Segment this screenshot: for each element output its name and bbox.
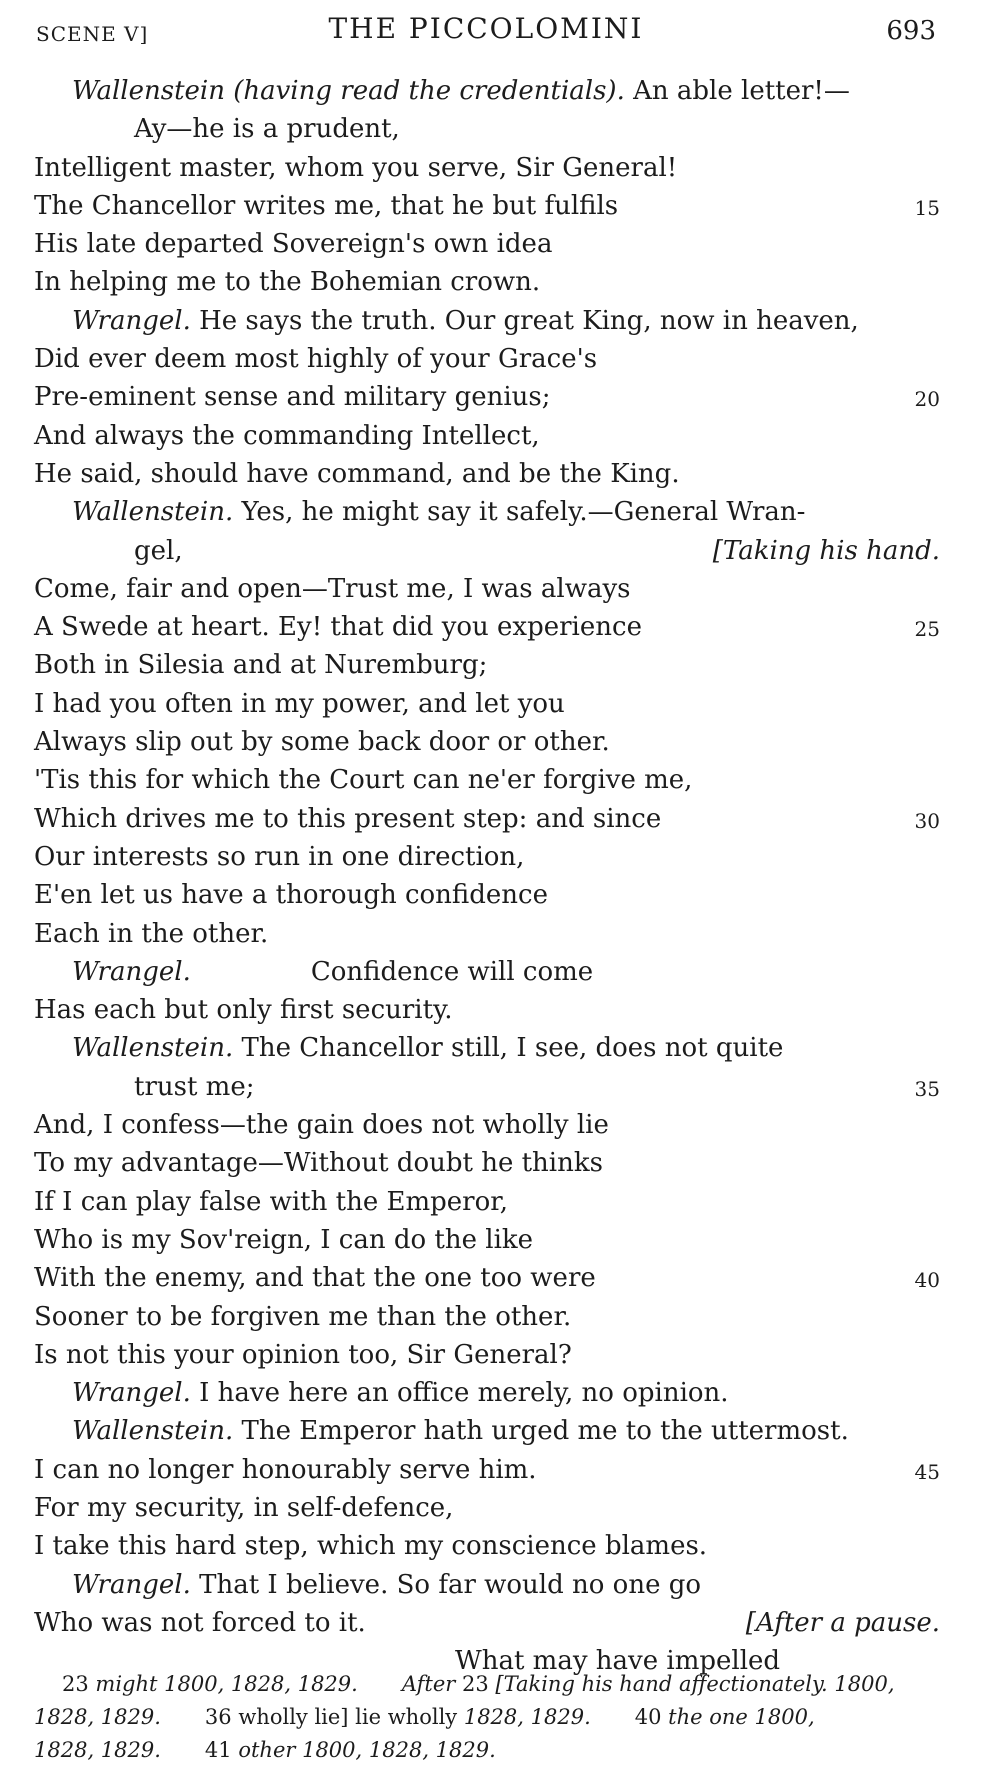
- line-text: Always slip out by some back door or other.: [34, 727, 610, 758]
- line-text: Come, fair and open—Trust me, I was always: [34, 573, 631, 604]
- verse-line: [0, 417, 940, 455]
- verse-line: [0, 72, 940, 110]
- verse-line: [0, 800, 940, 838]
- verse-line: [0, 455, 940, 493]
- line-text: I have here an office merely, no opinion.: [190, 1378, 729, 1409]
- footnote-text: wholly lie] lie wholly: [231, 1705, 464, 1729]
- footnote-line: [34, 1701, 940, 1734]
- verse-line: [0, 685, 940, 723]
- footnote-text: the one 1800,: [661, 1705, 815, 1729]
- verse-line: [0, 876, 940, 914]
- verse-line: [0, 1183, 940, 1221]
- line-text: Who was not forced to it.: [34, 1607, 366, 1638]
- line-text: An able letter!—: [624, 76, 850, 106]
- speaker-name: Wallenstein: [72, 76, 225, 106]
- page-number: 693: [886, 16, 936, 46]
- stage-direction: (having read the credentials).: [224, 76, 625, 106]
- line-text: I had you often in my power, and let you: [34, 688, 565, 719]
- line-text: Each in the other.: [34, 918, 269, 949]
- verse-line: [0, 532, 940, 570]
- verse-line: [0, 570, 940, 608]
- verse-line: [0, 1298, 940, 1336]
- verse-line: [0, 263, 940, 301]
- verse-line: [0, 1029, 940, 1067]
- line-text: Intelligent master, whom you serve, Sir General!: [34, 152, 678, 183]
- verse-line: [0, 761, 940, 799]
- verse-line: [0, 149, 940, 187]
- speaker-name: Wrangel.: [72, 956, 191, 987]
- line-text: 'Tis this for which the Court can ne'er forgive me,: [34, 765, 693, 796]
- line-text: Sooner to be forgiven me than the other.: [34, 1301, 572, 1332]
- verse-line: [0, 1106, 940, 1144]
- line-text: In helping me to the Bohemian crown.: [34, 267, 541, 298]
- line-text: The Chancellor writes me, that he but fulfils: [34, 190, 619, 221]
- verse-line: [0, 1604, 940, 1642]
- verse-line: [0, 953, 940, 991]
- footnote-text: After: [401, 1672, 456, 1696]
- line-text: Which drives me to this present step: and since: [34, 803, 662, 834]
- verse-line: [0, 340, 940, 378]
- verse-line: [0, 1336, 940, 1374]
- footnote-text: 1828, 1829.: [34, 1705, 161, 1729]
- footnote-number: 41: [204, 1738, 232, 1762]
- line-text: Confidence will come: [310, 956, 594, 987]
- line-text: I can no longer honourably serve him.: [34, 1454, 537, 1485]
- verse-line: [0, 302, 940, 340]
- verse-line: [0, 915, 940, 953]
- scene-label: SCENE V]: [36, 22, 149, 46]
- verse-line: [0, 1144, 940, 1182]
- line-number: 15: [914, 195, 940, 220]
- footnote-text: other 1800, 1828, 1829.: [231, 1738, 496, 1762]
- line-number: 35: [914, 1076, 940, 1101]
- line-text: Is not this your opinion too, Sir General?: [34, 1339, 572, 1370]
- verse-line: [0, 1221, 940, 1259]
- speaker-name: Wallenstein.: [72, 497, 234, 528]
- stage-direction: [Taking his hand.: [712, 535, 940, 566]
- verse-line: [0, 608, 940, 646]
- line-number: 45: [914, 1459, 940, 1484]
- speaker-name: Wrangel.: [72, 1569, 191, 1600]
- line-text: And, I confess—the gain does not wholly lie: [34, 1110, 609, 1141]
- verse-line: [0, 1259, 940, 1297]
- footnote-line: [34, 1734, 940, 1767]
- line-text: Our interests so run in one direction,: [34, 841, 525, 872]
- footnotes: [34, 1668, 940, 1767]
- footnote-number: 36: [204, 1705, 232, 1729]
- line-text: trust me;: [134, 1071, 255, 1102]
- line-text: The Emperor hath urged me to the uttermost.: [233, 1416, 849, 1447]
- speaker-name: Wrangel.: [72, 1378, 191, 1409]
- line-text: Ay—he is a prudent,: [134, 114, 400, 145]
- verse-line: [0, 991, 940, 1029]
- verse-line: [0, 378, 940, 416]
- verse-line: [0, 1527, 940, 1565]
- verse-line: [0, 1068, 940, 1106]
- line-text: He says the truth. Our great King, now in heaven,: [190, 305, 859, 336]
- footnote-text: 1828, 1829.: [34, 1738, 161, 1762]
- line-number: 30: [914, 808, 940, 833]
- footnote-number: 23: [62, 1672, 89, 1696]
- line-text: If I can play false with the Emperor,: [34, 1186, 509, 1217]
- verse-line: [0, 110, 940, 148]
- running-header: [36, 12, 936, 52]
- line-text: Has each but only first security.: [34, 995, 453, 1026]
- verse-line: [0, 1374, 940, 1412]
- line-number: 25: [914, 617, 940, 642]
- verse-line: [0, 1451, 940, 1489]
- footnote-number: 23: [455, 1672, 496, 1696]
- line-text: He said, should have command, and be the King.: [34, 458, 680, 489]
- line-text: Yes, he might say it safely.—General Wran-: [233, 497, 806, 528]
- line-text: And always the commanding Intellect,: [34, 420, 540, 451]
- line-text: To my advantage—Without doubt he thinks: [34, 1148, 603, 1179]
- verse-line: [0, 187, 940, 225]
- speaker-name: Wrangel.: [72, 305, 191, 336]
- line-text: E'en let us have a thorough confidence: [34, 880, 548, 911]
- line-text: Who is my Sov'reign, I can do the like: [34, 1224, 534, 1255]
- line-number: 40: [914, 1268, 940, 1293]
- line-text: gel,: [134, 535, 183, 566]
- line-text: Both in Silesia and at Nuremburg;: [34, 650, 488, 681]
- verse-line: [0, 646, 940, 684]
- stage-direction: [After a pause.: [745, 1607, 940, 1638]
- verse-line: [0, 225, 940, 263]
- line-text: For my security, in self-defence,: [34, 1492, 454, 1523]
- footnote-text: [Taking his hand affectionately. 1800,: [495, 1672, 895, 1696]
- line-text: A Swede at heart. Ey! that did you experience: [34, 612, 642, 643]
- footnote-text: might 1800, 1828, 1829.: [88, 1672, 358, 1696]
- line-text: Did ever deem most highly of your Grace's: [34, 344, 598, 375]
- footnote-line: [34, 1668, 940, 1701]
- verse-line: [0, 1566, 940, 1604]
- verse-line: [0, 723, 940, 761]
- line-text: Pre-eminent sense and military genius;: [34, 382, 551, 413]
- line-number: 20: [914, 387, 940, 412]
- line-text: That I believe. So far would no one go: [190, 1569, 702, 1600]
- verse-text: [0, 72, 1000, 1680]
- line-text: What may have impelled: [455, 1646, 781, 1677]
- verse-line: [0, 1412, 940, 1450]
- footnote-number: 40: [634, 1705, 662, 1729]
- verse-line: [0, 1489, 940, 1527]
- line-text: The Chancellor still, I see, does not quite: [233, 1033, 784, 1064]
- speaker-name: Wallenstein.: [72, 1033, 234, 1064]
- line-text: With the enemy, and that the one too were: [34, 1263, 596, 1294]
- verse-line: [0, 493, 940, 531]
- line-text: I take this hard step, which my conscience blames.: [34, 1531, 708, 1562]
- footnote-text: 1828, 1829.: [463, 1705, 591, 1729]
- speaker-name: Wallenstein.: [72, 1416, 234, 1447]
- running-title: THE PICCOLOMINI: [328, 12, 644, 45]
- line-text: His late departed Sovereign's own idea: [34, 229, 553, 260]
- verse-line: [0, 838, 940, 876]
